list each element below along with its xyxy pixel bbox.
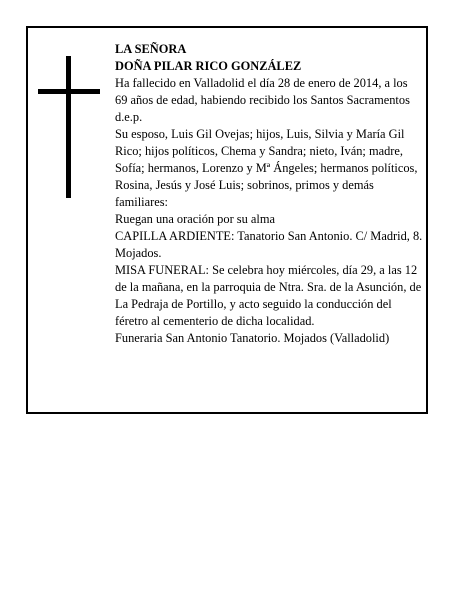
family-list: Su esposo, Luis Gil Ovejas; hijos, Luis, Silvia y María Gil Rico; hijos políticos, Chema y Sandra; nieto, Iván; madre, Sofía; hermanos, Lorenzo y Mª Ángeles; hermanos políticos, Rosina, Jesús y José Luis; sobrinos, primos y demás familiares: [115, 127, 418, 209]
cross-vertical-bar [66, 56, 71, 198]
notice-heading: LA SEÑORA [115, 42, 187, 56]
funeral-home: Funeraria San Antonio Tanatorio. Mojados (Valladolid) [115, 331, 390, 345]
death-statement: Ha fallecido en Valladolid el día 28 de enero de 2014, a los 69 años de edad, habiendo recibido los Santos Sacramentos [115, 76, 410, 107]
obituary-notice [26, 26, 428, 414]
prayer-request: Ruegan una oración por su alma [115, 212, 275, 226]
chapel-info: CAPILLA ARDIENTE: Tanatorio San Antonio. C/ Madrid, 8. Mojados. [115, 229, 423, 260]
funeral-mass-info: MISA FUNERAL: Se celebra hoy miércoles, día 29, a las 12 de la mañana, en la parroquia de Ntra. Sra. de la Asunción, de La Pedraja de Portillo, y acto seguido la conducción del féretro al cementerio de dicha localidad. [115, 263, 422, 328]
deceased-name: DOÑA PILAR RICO GONZÁLEZ [115, 59, 302, 73]
cross-horizontal-bar [38, 89, 100, 94]
notice-text [115, 41, 423, 347]
cross-icon [38, 56, 100, 198]
rip-text: d.e.p. [115, 110, 143, 124]
